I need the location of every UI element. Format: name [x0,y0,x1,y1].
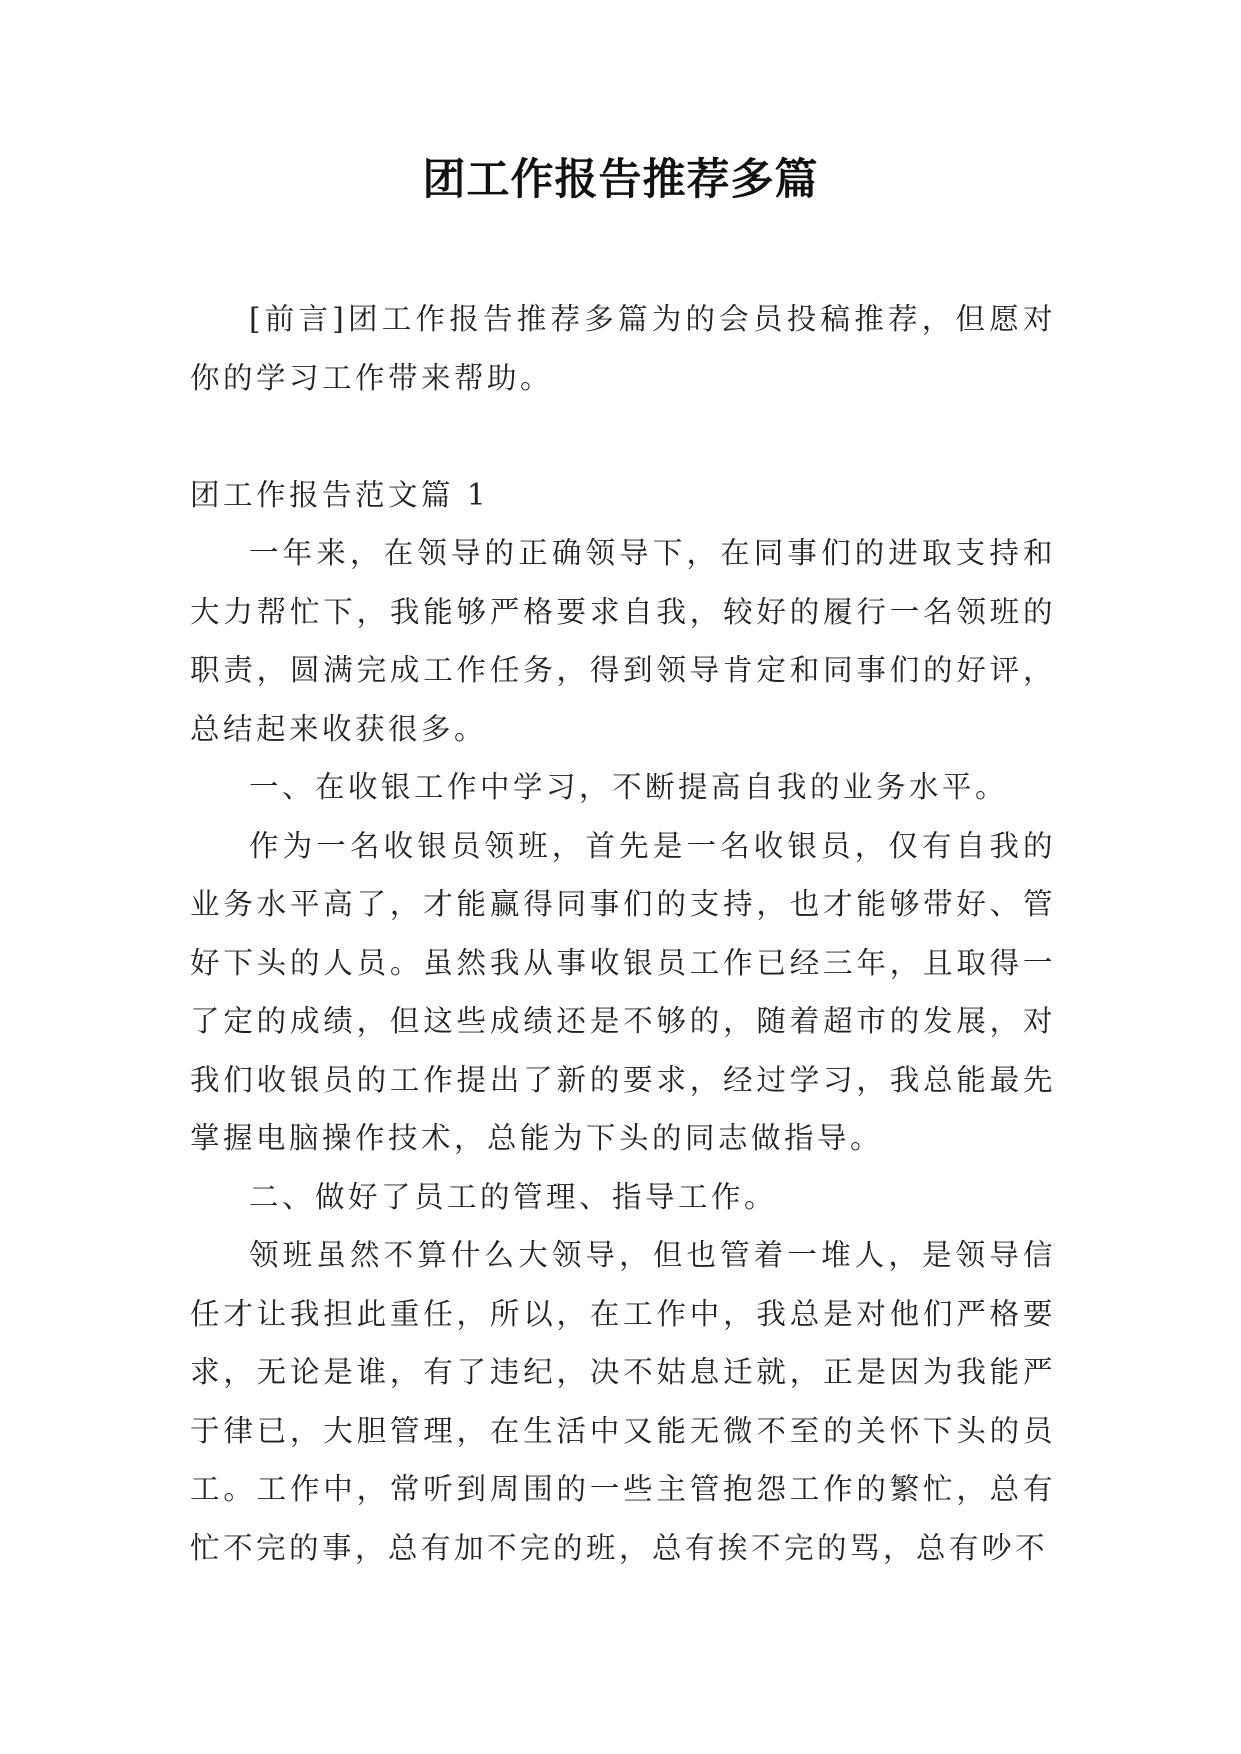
document-title: 团工作报告推荐多篇 [422,155,819,205]
section-heading: 团工作报告范文篇 1 [190,477,490,512]
preface-paragraph: [前言]团工作报告推荐多篇为的会员投稿推荐，但愿对你的学习工作带来帮助。 [190,302,1056,395]
subheading-paragraph: 一、在收银工作中学习，不断提高自我的业务水平。 [249,770,1009,804]
body-paragraph: 作为一名收银员领班，首先是一名收银员，仅有自我的业务水平高了，才能赢得同事们的支持，也才能够带好、管好下头的人员。虽然我从事收银员工作已经三年，且取得一了定的成绩，但这些成绩还是不够的，随着超市的发展，对我们收银员的工作提出了新的要求，经过学习，我总能最先掌握电脑操作技术，总能为下头的同志做指导。 [190,828,1056,1155]
subheading-paragraph: 二、做好了员工的管理、指导工作。 [249,1179,778,1214]
body-paragraph: 一年来，在领导的正确领导下，在同事们的进取支持和大力帮忙下，我能够严格要求自我，较好的履行一名领班的职责，圆满完成工作任务，得到领导肯定和同事们的好评，总结起来收获很多。 [190,536,1056,746]
blank-line [190,407,1056,466]
body-paragraph: 领班虽然不算什么大领导，但也管着一堆人，是领导信任才让我担此重任，所以，在工作中，我总是对他们严格要求，无论是谁，有了违纪，决不姑息迁就，正是因为我能严于律已，大胆管理，在生活中又能无微不至的关怀下头的员工。工作中，常听到周围的一些主管抱怨工作的繁忙，总有忙不完的事，总有加不完的班，总有挨不完的骂，总有吵不 [190,1238,1056,1565]
document-body [190,290,1056,1577]
